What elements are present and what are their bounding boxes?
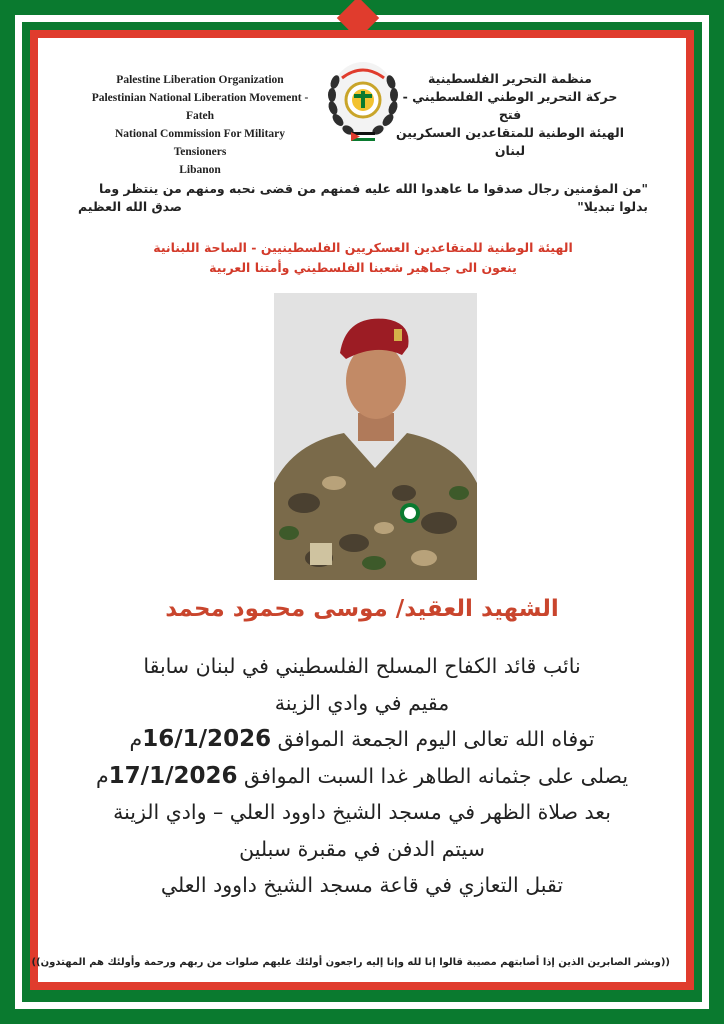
prayer-date: 17/1/2026 [108, 762, 238, 789]
english-header-line: National Commission For Military Tensioners [114, 128, 286, 158]
martyr-name: الشهيد العقيد/ موسى محمود محمد [165, 596, 559, 622]
prayer-location-line: بعد صلاة الظهر في مسجد الشيخ داوود العلي – وادي الزينة [113, 800, 611, 824]
quran-closing: صدق الله العظيم [78, 199, 182, 214]
death-date: 16/1/2026 [142, 726, 272, 752]
announcement-page [31, 38, 686, 982]
arabic-header-line: منظمة التحرير الفلسطينية [428, 71, 592, 86]
english-header-line: Palestine Liberation Organization [116, 74, 284, 86]
arabic-header-line: لبنان [494, 143, 526, 158]
prayer-date-text: يصلى على جثمانه الطاهر غدا السبت الموافق [237, 763, 629, 788]
prayer-date-line [58, 758, 666, 795]
arabic-header-line: حركة التحرير الوطني الفلسطيني - فتح [402, 89, 618, 122]
english-header-line: Libanon [179, 164, 221, 176]
prayer-date-suffix: م [95, 763, 109, 788]
english-header [90, 71, 310, 179]
arabic-header-line: الهيئة الوطنية للمتقاعدين العسكريين [396, 125, 624, 140]
martyr-photo [274, 293, 477, 580]
residence-line: مقيم في وادي الزينة [274, 690, 450, 715]
burial-line: سيتم الدفن في مقبرة سبلين [239, 836, 485, 861]
former-position-line: نائب قائد الكفاح المسلح الفلسطيني في لبنان سابقا [143, 654, 581, 678]
commission-line: الهيئة الوطنية للمتقاعدين العسكريين الفلسطينيين - الساحة اللبنانية [153, 240, 573, 255]
english-header-line: Palestinian National Liberation Movement - Fateh [91, 92, 309, 122]
death-date-suffix: م [129, 727, 143, 751]
quran-verse: "من المؤمنين رجال صدقوا ما عاهدوا الله عليه فمنهم من قضى نحبه ومنهم من ينتظر وما بدلوا تبديلا" [98, 181, 648, 214]
footer-verse: ((وبشر الصابرين الذين إذا أصابتهم مصيبة قالوا إنا لله وإنا إليه راجعون أولئك عليهم صلوات من ربهم ورحمة وأولئك هم المهتدون)) [31, 957, 670, 968]
funeral-details [58, 648, 666, 904]
arabic-header [390, 70, 630, 160]
death-date-text: توفاه الله تعالى اليوم الجمعة الموافق [271, 727, 595, 751]
commission-line: ينعون الى جماهير شعبنا الفلسطيني وأمتنا العربية [209, 260, 517, 275]
condolences-line: تقبل التعازي في قاعة مسجد الشيخ داوود العلي [160, 873, 564, 897]
death-date-line [58, 721, 666, 758]
commission-announcement [98, 238, 628, 278]
